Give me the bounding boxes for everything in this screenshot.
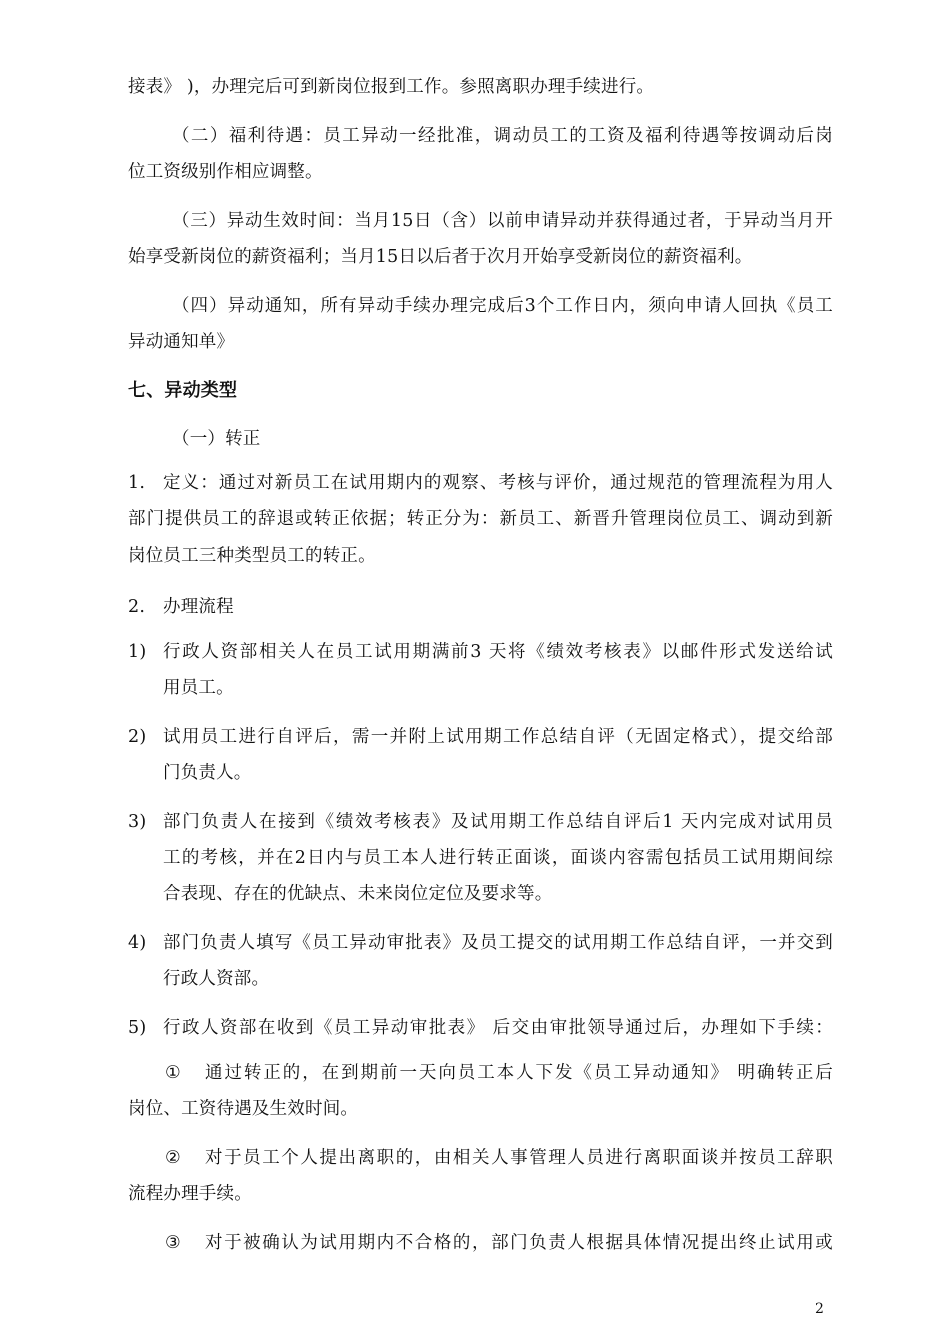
text-line: 部门提供员工的辞退或转正依据；转正分为：新员工、新晋升管理岗位员工、调动到新 — [128, 509, 833, 529]
list-number: 5) — [128, 1018, 147, 1038]
circled-number: ③ — [165, 1233, 181, 1253]
text-line: 对于员工个人提出离职的，由相关人事管理人员进行离职面谈并按员工辞职 — [205, 1148, 833, 1168]
text-line: 通过转正的，在到期前一天向员工本人下发《员工异动通知》 明确转正后 — [205, 1063, 833, 1083]
section-heading: 七、异动类型 — [128, 380, 238, 401]
text-line: 岗位员工三种类型员工的转正。 — [128, 546, 376, 566]
text-line: （三）异动生效时间：当月15日（含）以前申请异动并获得通过者，于异动当月开 — [172, 211, 833, 231]
subsection-heading: （一）转正 — [172, 429, 261, 449]
text-line: 岗位、工资待遇及生效时间。 — [128, 1099, 359, 1119]
text-line: （二）福利待遇：员工异动一经批准，调动员工的工资及福利待遇等按调动后岗 — [172, 126, 833, 146]
text-line: （四）异动通知，所有异动手续办理完成后3个工作日内，须向申请人回执《员工 — [172, 296, 833, 316]
list-number: 1) — [128, 642, 147, 662]
list-number: 1. — [128, 473, 146, 493]
text-line: 位工资级别作相应调整。 — [128, 162, 323, 182]
text-line: 异动通知单》 — [128, 332, 235, 352]
text-line: 行政人资部相关人在员工试用期满前3 天将《绩效考核表》以邮件形式发送给试 — [163, 642, 833, 662]
text-line: 对于被确认为试用期内不合格的，部门负责人根据具体情况提出终止试用或 — [205, 1233, 833, 1253]
text-line: 流程办理手续。 — [128, 1184, 252, 1204]
text-line: 始享受新岗位的薪资福利；当月15日以后者于次月开始享受新岗位的薪资福利。 — [128, 247, 753, 267]
text-line: 接表》 )，办理完后可到新岗位报到工作。参照离职办理手续进行。 — [128, 77, 655, 97]
text-line: 用员工。 — [163, 678, 234, 698]
text-line: 办理流程 — [163, 597, 234, 617]
text-line: 部门负责人填写《员工异动审批表》及员工提交的试用期工作总结自评，一并交到 — [163, 933, 833, 953]
list-number: 2) — [128, 727, 147, 747]
text-line: 部门负责人在接到《绩效考核表》及试用期工作总结自评后1 天内完成对试用员 — [163, 812, 833, 832]
list-number: 4) — [128, 933, 147, 953]
text-line: 工的考核，并在2日内与员工本人进行转正面谈，面谈内容需包括员工试用期间综 — [163, 848, 833, 868]
circled-number: ① — [165, 1063, 181, 1083]
list-number: 3) — [128, 812, 147, 832]
text-line: 定义：通过对新员工在试用期内的观察、考核与评价，通过规范的管理流程为用人 — [163, 473, 833, 493]
page-number: 2 — [815, 1301, 824, 1317]
list-number: 2. — [128, 597, 146, 617]
text-line: 门负责人。 — [163, 763, 252, 783]
text-line: 行政人资部。 — [163, 969, 270, 989]
text-line: 合表现、存在的优缺点、未来岗位定位及要求等。 — [163, 884, 553, 904]
text-line: 行政人资部在收到《员工异动审批表》 后交由审批领导通过后，办理如下手续： — [163, 1018, 833, 1038]
text-line: 试用员工进行自评后，需一并附上试用期工作总结自评（无固定格式），提交给部 — [163, 727, 833, 747]
circled-number: ② — [165, 1148, 181, 1168]
